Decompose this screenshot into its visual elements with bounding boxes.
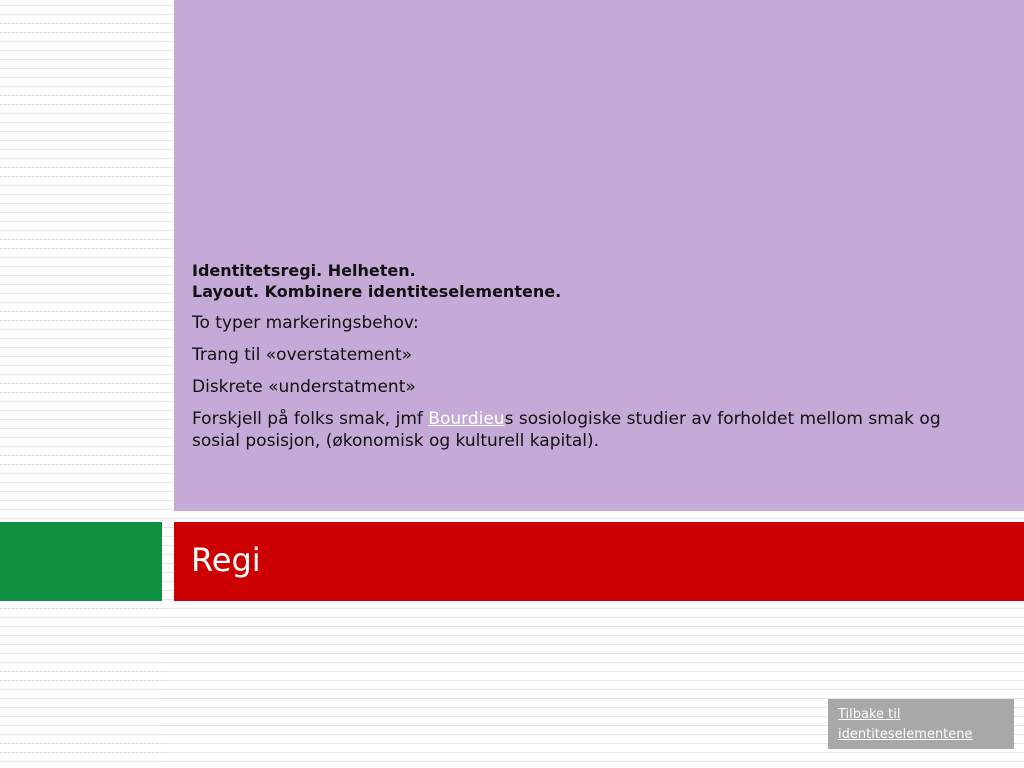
slide-body-text — [192, 260, 992, 462]
green-accent-block — [0, 522, 162, 601]
paragraph-smak — [192, 408, 992, 452]
slide-title: Regi — [191, 541, 261, 579]
left-pattern-strip — [0, 0, 162, 768]
title-bar — [174, 522, 1024, 601]
bullet-markeringsbehov: To typer markeringsbehov: — [192, 313, 419, 333]
bullet-overstatement: Trang til «overstatement» — [192, 345, 413, 365]
heading-block — [192, 260, 992, 302]
content-panel — [174, 0, 1024, 511]
back-link-button[interactable] — [828, 699, 1014, 749]
paragraph-text-after: s sosiologiske studier av forholdet mellom smak og sosial posisjon, (økonomisk og kulturell kapital). — [192, 409, 941, 451]
paragraph-text-before: Forskjell på folks smak, jmf — [192, 409, 429, 429]
bourdieu-link[interactable]: Bourdieu — [428, 409, 505, 429]
heading-line-2: Layout. Kombinere identiteselementene. — [192, 282, 562, 301]
bullet-understatment: Diskrete «understatment» — [192, 377, 416, 397]
back-link-label[interactable]: Tilbake til identiteselementene — [838, 707, 973, 742]
heading-line-1: Identitetsregi. Helheten. — [192, 261, 416, 280]
